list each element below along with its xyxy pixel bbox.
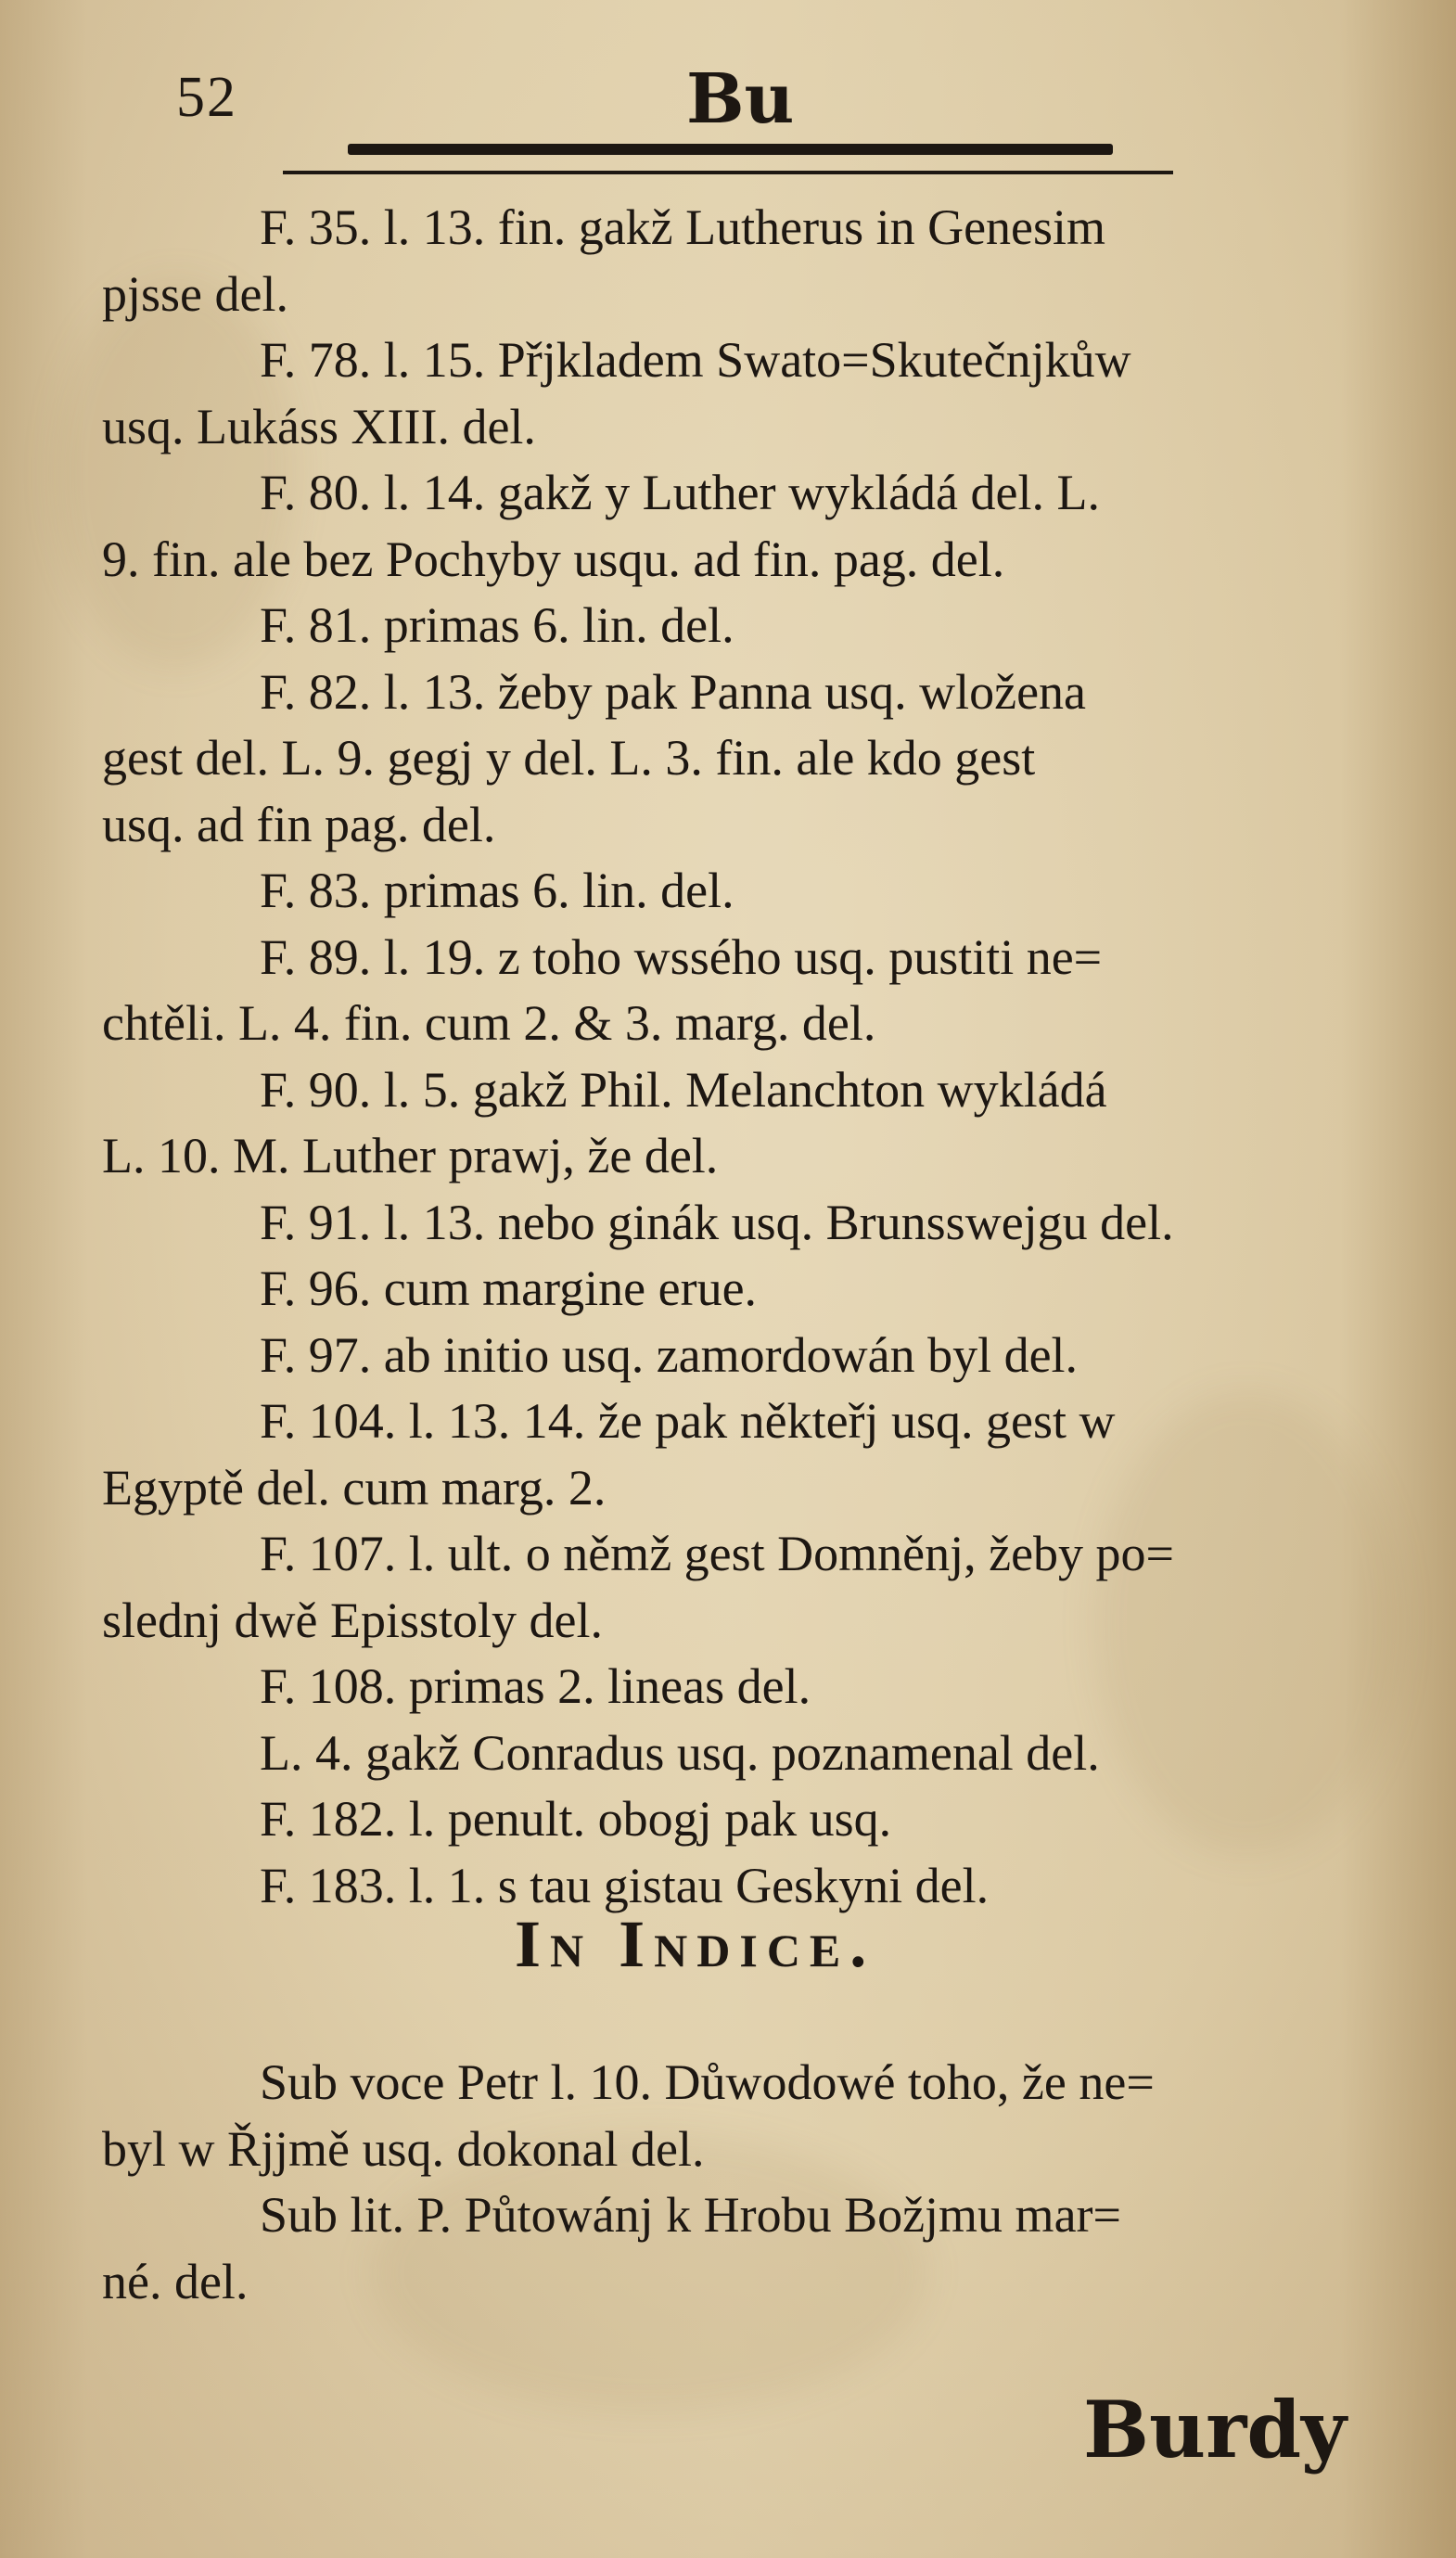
- errata-line: gest del. L. 9. gegj y del. L. 3. fin. ale kdo gest: [102, 730, 1036, 786]
- errata-line: F. 97. ab initio usq. zamordowán byl del.: [260, 1326, 1079, 1383]
- errata-list: [102, 195, 1400, 1919]
- errata-line: F. 183. l. 1. s tau gistau Geskyni del.: [260, 1857, 990, 1913]
- errata-line: F. 89. l. 19. z toho wssého usq. pustiti ne=: [260, 928, 1103, 985]
- header-rule-thin: [283, 171, 1173, 174]
- errata-line: F. 107. l. ult. o němž gest Domněnj, žeby po=: [260, 1526, 1175, 1581]
- errata-line: chtěli. L. 4. fin. cum 2. & 3. marg. del.: [102, 995, 876, 1051]
- errata-line: L. 4. gakž Conradus usq. poznamenal del.: [260, 1724, 1100, 1781]
- errata-line: F. 104. l. 13. 14. že pak někteřj usq. gest w: [260, 1393, 1116, 1449]
- errata-line: F. 108. primas 2. lineas del.: [260, 1658, 811, 1714]
- errata-line: F. 81. primas 6. lin. del.: [260, 597, 734, 653]
- errata-line: F. 90. l. 5. gakž Phil. Melanchton wykládá: [260, 1061, 1107, 1118]
- errata-line: L. 10. M. Luther prawj, že del.: [102, 1128, 719, 1183]
- errata-line: F. 83. primas 6. lin. del.: [260, 863, 734, 918]
- errata-line: F. 80. l. 14. gakž y Luther wykládá del. L.: [260, 465, 1100, 520]
- errata-line: F. 96. cum margine erue.: [260, 1260, 758, 1316]
- index-line: byl w Řjjmě usq. dokonal del.: [102, 2120, 705, 2177]
- errata-line: usq. ad fin pag. del.: [102, 796, 496, 852]
- errata-line: slednj dwě Episstoly del.: [102, 1592, 603, 1648]
- errata-line: 9. fin. ale bez Pochyby usqu. ad fin. pag. del.: [102, 531, 1005, 587]
- section-heading: In Indice.: [515, 1907, 876, 1981]
- index-line: né. del.: [102, 2253, 249, 2309]
- page-number: 52: [176, 66, 237, 129]
- errata-line: F. 182. l. penult. obogj pak usq.: [260, 1791, 892, 1847]
- errata-line: F. 78. l. 15. Přjkladem Swato=Skutečnjkůw: [260, 332, 1131, 388]
- errata-line: F. 82. l. 13. žeby pak Panna usq. wložena: [260, 663, 1086, 720]
- errata-line: F. 91. l. 13. nebo ginák usq. Brunsswejgu del.: [260, 1194, 1174, 1250]
- errata-line: Egyptě del. cum marg. 2.: [102, 1459, 607, 1516]
- errata-line: pjsse del.: [102, 265, 288, 322]
- errata-line: F. 35. l. 13. fin. gakž Lutherus in Genesim: [260, 199, 1106, 255]
- index-line: Sub voce Petr l. 10. Důwodowé toho, že ne=: [260, 2054, 1155, 2110]
- errata-line: usq. Lukáss XIII. del.: [102, 398, 536, 454]
- index-line: Sub lit. P. Půtowánj k Hrobu Božjmu mar=: [260, 2187, 1121, 2243]
- running-head: Bu: [686, 59, 795, 139]
- header-rule-heavy: [348, 144, 1113, 155]
- catchword: Burdy: [1083, 2384, 1347, 2475]
- index-list: [102, 2050, 1400, 2315]
